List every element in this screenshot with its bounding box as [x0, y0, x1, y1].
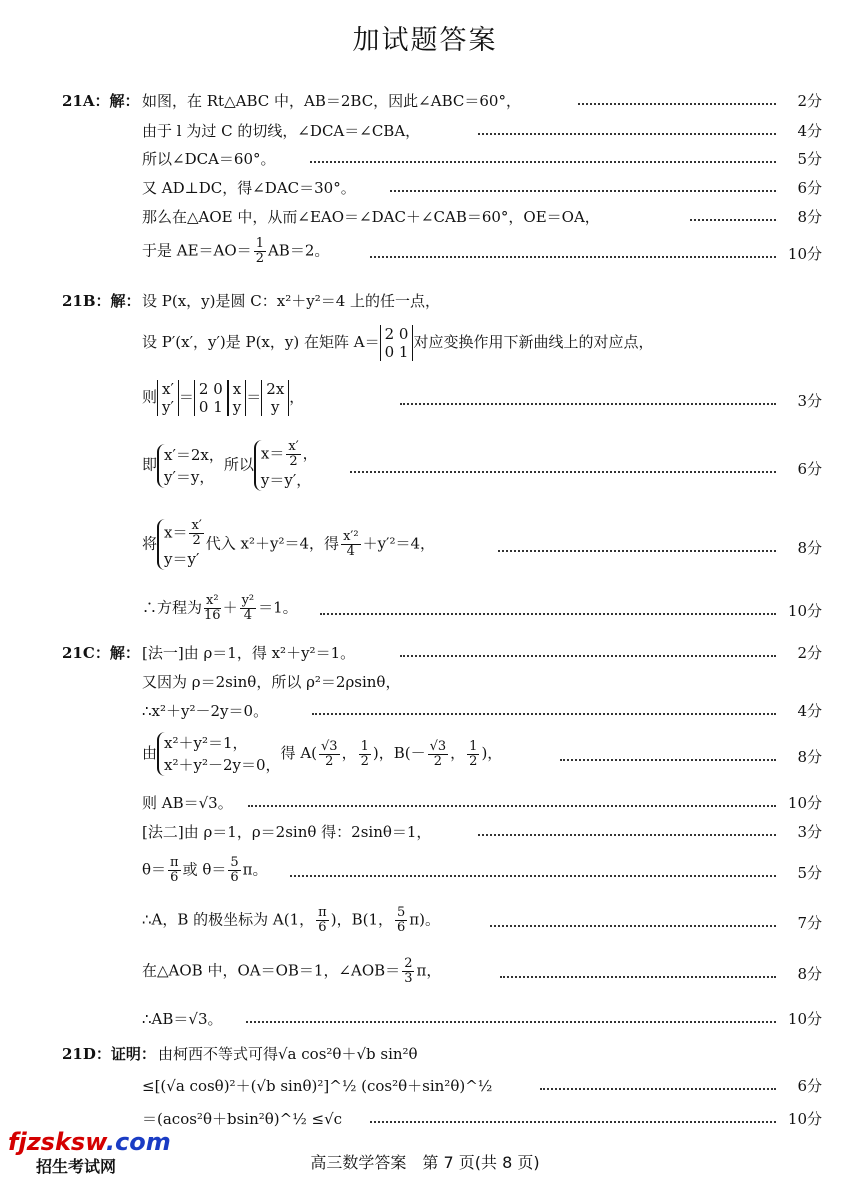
question-label: 21C：解： — [62, 644, 140, 662]
answer-text: ∴AB＝√3。 — [142, 1010, 223, 1028]
answer-21c-line1 — [0, 642, 850, 666]
dot-leader — [312, 713, 776, 715]
dot-leader — [310, 161, 776, 163]
matrix: 2 0 0 1 — [380, 325, 414, 361]
score: 8分 — [797, 748, 822, 766]
answer-21c-line3 — [0, 700, 850, 724]
answer-21a-line4 — [0, 177, 850, 201]
vector: 2x y — [261, 380, 289, 416]
equation-system: x＝ $\frac{x'}{2}$ y＝y′ — [157, 519, 206, 570]
score: 2分 — [797, 92, 822, 110]
answer-text: [法二]由 ρ＝1，ρ＝2sinθ 得：2sinθ＝1， — [142, 823, 432, 841]
answer-21d-line2 — [0, 1075, 850, 1099]
answer-21c-line9 — [0, 956, 850, 987]
score: 5分 — [797, 864, 822, 882]
score: 7分 — [797, 914, 822, 932]
answer-text: ∴A，B 的极坐标为 A(1， $\frac{\pi}{6}$ )，B(1， $\frac{5}{6}$ π)。 — [142, 905, 440, 935]
dot-leader — [400, 403, 776, 405]
answer-text: 又因为 ρ＝2sinθ，所以 ρ²＝2ρsinθ， — [142, 673, 401, 691]
score: 10分 — [787, 1010, 822, 1028]
answer-21c-line6 — [0, 821, 850, 845]
score: 10分 — [787, 794, 822, 812]
score: 3分 — [797, 392, 822, 410]
score: 6分 — [797, 1077, 822, 1095]
question-label: 21D：证明： — [62, 1045, 156, 1063]
answer-21b-line3 — [0, 380, 850, 416]
question-label: 21A：解： — [62, 92, 140, 110]
dot-leader — [540, 1088, 776, 1090]
answer-text: ≤[(√a cosθ)²＋(√b sinθ)²]^½ (cos²θ＋sin²θ)^½ — [142, 1077, 493, 1095]
dot-leader — [370, 256, 776, 258]
vector: x y — [228, 380, 246, 416]
answer-21b-line6 — [0, 593, 850, 624]
dot-leader — [578, 103, 776, 105]
matrix: 2 0 0 1 — [194, 380, 228, 416]
answer-21c-line8 — [0, 905, 850, 936]
answer-21b-line5 — [0, 518, 850, 568]
answer-21a-line5 — [0, 206, 850, 230]
dot-leader — [290, 875, 776, 877]
dot-leader — [498, 550, 776, 552]
dot-leader — [246, 1021, 776, 1023]
answer-text: 那么在△AOE 中，从而∠EAO＝∠DAC＋∠CAB＝60°，OE＝OA， — [142, 208, 600, 226]
answer-text: 则 AB＝√3。 — [142, 794, 233, 812]
answer-21a-line1 — [0, 90, 850, 114]
dot-leader — [390, 190, 776, 192]
dot-leader — [400, 655, 776, 657]
answer-21c-line5 — [0, 792, 850, 816]
score: 8分 — [797, 965, 822, 983]
dot-leader — [478, 834, 776, 836]
answer-21a-line6 — [0, 236, 850, 267]
answer-text: 于是 AE＝AO＝ $\frac{1}{2}$ AB＝2。 — [142, 236, 330, 266]
logo-text: fjzsksw.com — [8, 1128, 171, 1156]
page-title: 加试题答案 — [352, 25, 498, 56]
score: 2分 — [797, 644, 822, 662]
fraction: $\frac{1}{2}$ — [255, 236, 264, 266]
answer-21c-line2 — [0, 671, 850, 695]
score: 6分 — [797, 179, 822, 197]
answer-text: 由x²＋y²＝1， x²＋y²－2y＝0，得 A( $\frac{√3}{2}$ ， $\frac{1}{2}$ )，B(－ $\frac{√3}{2}$ ， $\frac{1}{2}$ )， — [142, 734, 503, 774]
answer-text: 所以∠DCA＝60°。 — [142, 150, 276, 168]
answer-21c-line7 — [0, 855, 850, 886]
score: 10分 — [787, 245, 822, 263]
answer-text: 在△AOB 中，OA＝OB＝1，∠AOB＝ $\frac{2}{3}$ π， — [142, 956, 442, 986]
answer-text: ＝(acos²θ＋bsin²θ)^½ ≤√c — [142, 1110, 343, 1128]
dot-leader — [350, 471, 776, 473]
answer-21b-line1 — [0, 290, 850, 314]
answer-text: 设 P(x，y)是圆 C：x²＋y²＝4 上的任一点， — [142, 292, 441, 310]
dot-leader — [370, 1121, 776, 1123]
answer-21a-line2 — [0, 120, 850, 144]
answer-text: ∴x²＋y²－2y＝0。 — [142, 702, 269, 720]
score: 3分 — [797, 823, 822, 841]
answer-text: θ＝ $\frac{\pi}{6}$ 或 θ＝ $\frac{5}{6}$ π。 — [142, 855, 268, 885]
dot-leader — [248, 805, 776, 807]
score: 4分 — [797, 122, 822, 140]
answer-text: [法一]由 ρ＝1，得 x²＋y²＝1。 — [142, 644, 356, 662]
fraction: $\frac{\text{x′²}}{4}$ — [343, 529, 359, 559]
dot-leader — [478, 133, 776, 135]
answer-text: 即x′＝2x， y′＝y，所以x＝ $\frac{x'}{2}$ ， y＝y′， — [142, 439, 318, 489]
answer-21c-line10 — [0, 1008, 850, 1032]
score: 8分 — [797, 539, 822, 557]
answer-text: 则 x′ y′＝ 2 0 0 1x y＝ 2x y， — [142, 380, 305, 416]
answer-21c-line4 — [0, 734, 850, 774]
logo-subtitle: 招生考试网 — [36, 1157, 117, 1176]
answer-21b-line2 — [0, 325, 850, 361]
answer-text: ∴方程为 $\frac{\text{x²}}{16}$ ＋ $\frac{\text{y²}}{4}$ ＝1。 — [142, 593, 298, 623]
equation-system: x′＝2x， y′＝y， — [157, 444, 224, 488]
dot-leader — [560, 759, 776, 761]
answer-text: 将x＝ $\frac{x'}{2}$ y＝y′代入 x²＋y²＝4，得 $\frac{\text{x′²}}{4}$ ＋y′²＝4， — [142, 518, 435, 568]
answer-text: 由于 l 为过 C 的切线，∠DCA＝∠CBA， — [142, 122, 421, 140]
answer-text: 设 P′(x′，y′)是 P(x，y) 在矩阵 A＝ 2 0 0 1对应变换作用下新曲线上的对应点， — [142, 325, 654, 361]
dot-leader — [690, 219, 776, 221]
equation-system: x²＋y²＝1， x²＋y²－2y＝0， — [157, 732, 281, 776]
dot-leader — [500, 976, 776, 978]
question-label: 21B：解： — [62, 292, 141, 310]
score: 4分 — [797, 702, 822, 720]
dot-leader — [490, 925, 776, 927]
score: 10分 — [787, 1110, 822, 1128]
answer-text: 又 AD⊥DC，得∠DAC＝30°。 — [142, 179, 356, 197]
score: 6分 — [797, 460, 822, 478]
answer-21b-line4 — [0, 439, 850, 489]
dot-leader — [320, 613, 776, 615]
vector: x′ y′ — [157, 380, 179, 416]
answer-21d-line1 — [0, 1043, 850, 1067]
answer-text: 由柯西不等式可得√a cos²θ＋√b sin²θ — [158, 1045, 418, 1063]
score: 10分 — [787, 602, 822, 620]
answer-text: 如图，在 Rt△ABC 中，AB＝2BC，因此∠ABC＝60°， — [142, 92, 521, 110]
equation-system: x＝ $\frac{x'}{2}$ ， y＝y′， — [254, 440, 318, 491]
page-footer: 高三数学答案 第 7 页(共 8 页) — [310, 1153, 540, 1172]
score: 5分 — [797, 150, 822, 168]
answer-21a-line3 — [0, 148, 850, 172]
score: 8分 — [797, 208, 822, 226]
